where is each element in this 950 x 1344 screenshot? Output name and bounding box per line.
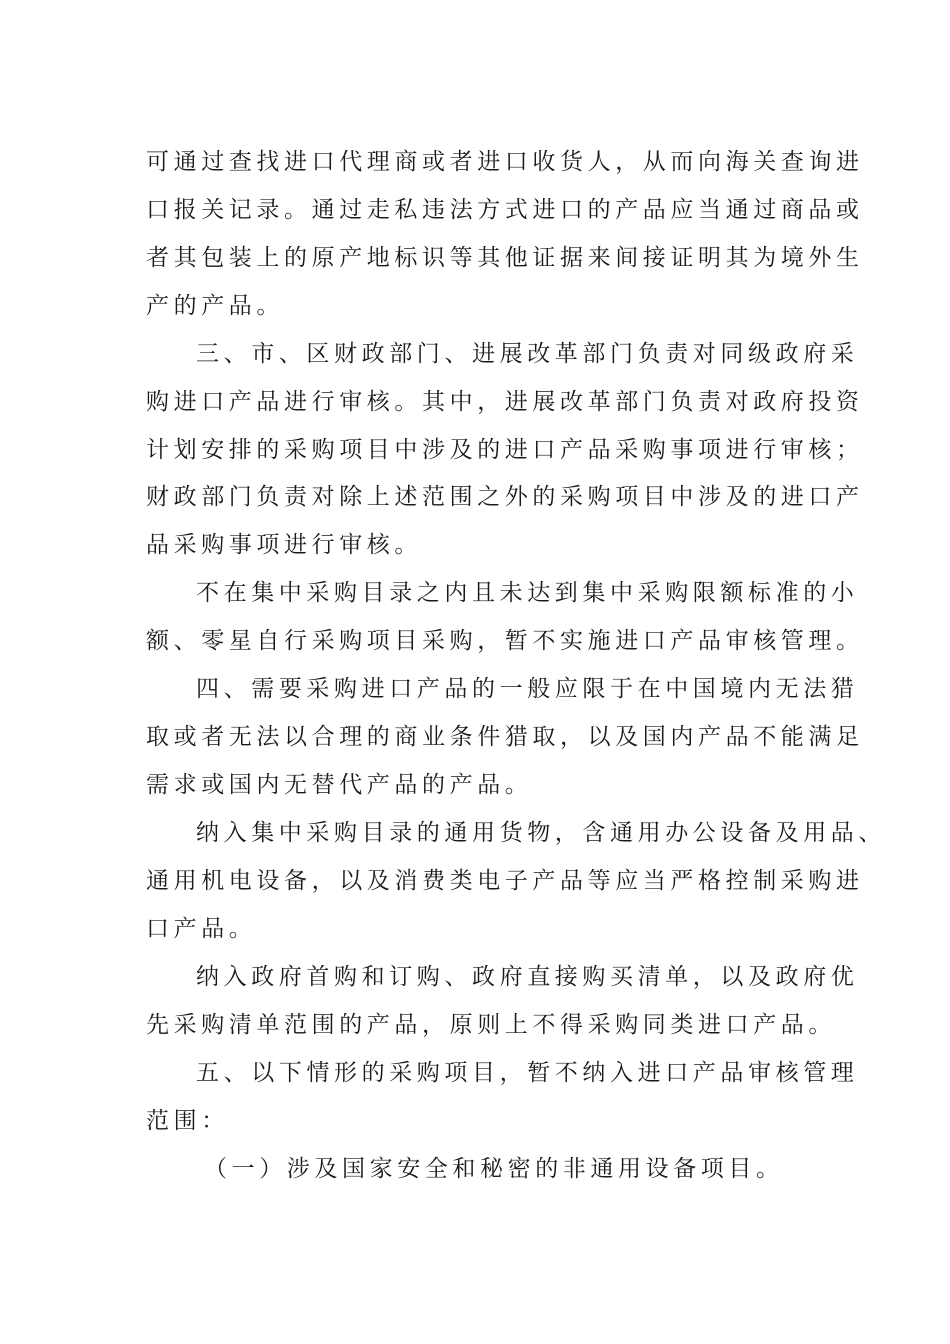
paragraph-line: 纳入政府首购和订购、政府直接购买清单，以及政府优: [196, 964, 859, 990]
paragraph-line: 品采购事项进行审核。: [146, 532, 422, 558]
paragraph-line: 四、需要采购进口产品的一般应限于在中国境内无法猎: [196, 676, 859, 702]
paragraph-line: 口产品。: [146, 916, 257, 942]
paragraph-line: 者其包装上的原产地标识等其他证据来间接证明其为境外生: [146, 245, 864, 271]
paragraph-line: 范围：: [146, 1108, 229, 1134]
paragraph-line: 计划安排的采购项目中涉及的进口产品采购事项进行审核；: [146, 437, 864, 463]
paragraph-line: 三、市、区财政部门、进展改革部门负责对同级政府采: [196, 341, 859, 367]
paragraph-line: 产的产品。: [146, 293, 284, 319]
paragraph-line: 不在集中采购目录之内且未达到集中采购限额标准的小: [196, 580, 859, 606]
paragraph-line: 需求或国内无替代产品的产品。: [146, 772, 533, 798]
paragraph-line: 可通过查找进口代理商或者进口收货人，从而向海关查询进: [146, 149, 864, 175]
paragraph-line: 五、以下情形的采购项目，暂不纳入进口产品审核管理: [196, 1060, 859, 1086]
list-item-line: （一）涉及国家安全和秘密的非通用设备项目。: [204, 1156, 784, 1182]
paragraph-line: 通用机电设备，以及消费类电子产品等应当严格控制采购进: [146, 868, 864, 894]
paragraph-line: 先采购清单范围的产品，原则上不得采购同类进口产品。: [146, 1012, 836, 1038]
paragraph-line: 购进口产品进行审核。其中，进展改革部门负责对政府投资: [146, 389, 864, 415]
paragraph-line: 财政部门负责对除上述范围之外的采购项目中涉及的进口产: [146, 484, 864, 510]
paragraph-line: 口报关记录。通过走私违法方式进口的产品应当通过商品或: [146, 197, 864, 223]
paragraph-line: 取或者无法以合理的商业条件猎取，以及国内产品不能满足: [146, 724, 864, 750]
paragraph-line: 纳入集中采购目录的通用货物，含通用办公设备及用品、: [196, 820, 886, 846]
paragraph-line: 额、零星自行采购项目采购，暂不实施进口产品审核管理。: [146, 628, 864, 654]
